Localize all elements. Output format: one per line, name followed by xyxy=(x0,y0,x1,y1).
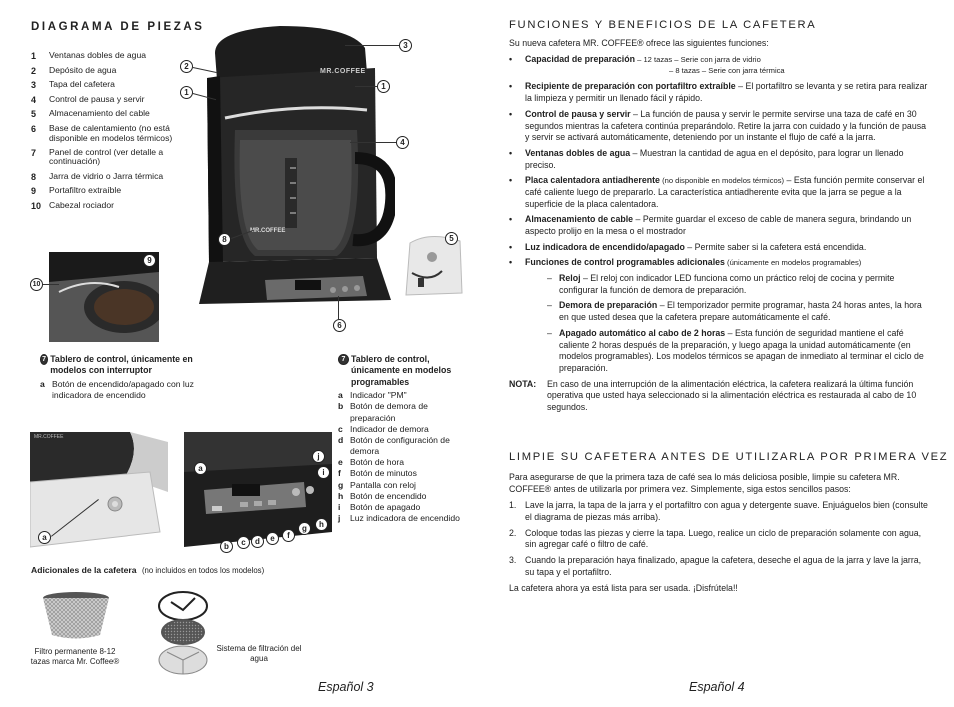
page-number-left: Español 3 xyxy=(318,680,374,694)
filter-caption: Filtro permanente 8-12 tazas marca Mr. Coffee® xyxy=(30,647,120,666)
parts-list xyxy=(31,51,201,215)
label-i: i xyxy=(317,466,330,479)
label-e: e xyxy=(266,532,279,545)
water-filtration-image xyxy=(155,588,211,678)
list-item: – Apagado automático al cabo de 2 horas – Esta función de seguridad mantiene el café caliente 2 horas después de la preparación, y luego apaga la unidad automáticamente (en modelos programables). Los modelos térmicos se apagan de inmediato al terminar el ciclo de preparación. xyxy=(547,327,924,373)
extras-heading: Adicionales de la cafetera (no incluidos en todos los modelos) xyxy=(31,565,265,575)
label-j: j xyxy=(312,450,325,463)
callout-4: 4 xyxy=(396,136,409,149)
list-item: 10 Cabezal rociador xyxy=(31,199,114,211)
cleaning-body: Para asegurarse de que la primera taza de café sea lo más deliciosa posible, limpie su cafetera MR. COFFEE® antes de utilizarla por primera vez. Simplemente, siga estos sencillos pasos: 1. Lave la jarra, la tapa de la jarra y el portafiltro con agua y detergente suave. Enjuáguelos bien (consulte el diagrama de piezas más arriba). 2. Coloque todas las piezas y cierre la tapa. Luego, realice un ciclo de preparación solamente con agua, sin agregar café o filtro de café. 3. Cuando la preparación haya finalizado, apague la cafetera, deseche el agua de la jarra y lave la jarra, su tapa y el portafiltro. La cafetera ahora ya está lista para ser usada. ¡Disfrútela!! xyxy=(509,472,928,593)
panel-prog-block: 7 Tablero de control, únicamente en modelos programables a Indicador "PM" b Botón de demora de preparación c Indicador de demora d Botón de configuración de demora e Botón de hora f Botón de minutos g Pantalla con reloj h Botón de encendido i Botón de apagado j Luz indicadora de encendido xyxy=(338,354,460,524)
list-item: 3 Tapa del cafetera xyxy=(31,79,115,91)
callout-5: 5 xyxy=(445,232,458,245)
label-g: g xyxy=(298,522,311,535)
list-item: • Control de pausa y servir – La función de pausa y servir le permite servirse una taza de café en 30 segundos mientras la cafetera continúa preparándolo. Retire la jarra con cuidado y la función de pausa y servir se activará automáticamente, deteniendo por un instante el flujo de café a la jarra. xyxy=(509,108,926,143)
label-b: b xyxy=(220,540,233,553)
brand-logo-small: MR.COFFEE xyxy=(34,434,64,440)
list-item: – Demora de preparación – El temporizador permite programar, hasta 24 horas antes, la hora en que usted desea que la cafetera prepare automáticamente el café. xyxy=(547,300,922,323)
coffee-maker-illustration xyxy=(195,18,395,318)
list-item: • Ventanas dobles de agua – Muestran la cantidad de agua en el depósito, para lograr un llenado preciso. xyxy=(509,147,904,170)
label-d: d xyxy=(251,535,264,548)
list-item: • Luz indicadora de encendido/apagado – Permite saber si la cafetera está encendida. xyxy=(509,241,867,252)
panel-switch-block: 7 Tablero de control, únicamente en modelos con interruptor a Botón de encendido/apagado con luz indicadora de encendido xyxy=(40,354,194,401)
list-item: 9 Portafiltro extraíble xyxy=(31,185,122,197)
filter-basket-photo xyxy=(49,252,159,342)
list-item: • Capacidad de preparación – 12 tazas – Serie con jarra de vidrio xyxy=(509,53,761,64)
features-heading: FUNCIONES Y BENEFICIOS DE LA CAFETERA xyxy=(509,19,817,31)
permanent-filter-image xyxy=(40,590,112,640)
callout-6: 6 xyxy=(333,319,346,332)
callout-7-prog: 7 xyxy=(338,354,349,365)
right-page xyxy=(477,0,954,707)
list-item: 2. Coloque todas las piezas y cierre la tapa. Luego, realice un ciclo de preparación solamente con agua, sin agregar café o filtro de café. xyxy=(509,527,922,550)
callout-1-right: 1 xyxy=(377,80,390,93)
list-item: • Almacenamiento de cable – Permite guardar el exceso de cable de manera segura, brindando un aspecto prolijo en la mesa o el mostrador xyxy=(509,214,912,237)
note: NOTA: En caso de una interrupción de la alimentación eléctrica, la cafetera realizará la última función operativa que usted haya seleccionado si la alimentación eléctrica es restaurada al cabo de 10 segundos. xyxy=(509,378,917,412)
callout-8: 8 xyxy=(218,233,231,246)
list-item: – Reloj – El reloj con indicador LED funciona como un práctico reloj de cocina y permite configurar la función de demora de preparación. xyxy=(547,273,895,295)
page-number-right: Español 4 xyxy=(689,680,745,694)
callout-9: 9 xyxy=(143,254,156,267)
list-item: 7 Panel de control (ver detalle a continuación) xyxy=(31,146,164,167)
prog-panel-photo xyxy=(184,432,332,552)
list-item: • Placa calentadora antiadherente (no disponible en modelos térmicos) – Esta función permite conservar el café caliente luego de prepararlo. La característica antiadherente evita que la jarra se pegue a la superficie de la placa calentadora. xyxy=(509,175,925,209)
list-item: 3. Cuando la preparación haya finalizado, apague la cafetera, deseche el agua de la jarra y lave la jarra, su tapa y el portafiltro. xyxy=(509,555,922,577)
list-item: 5 Almacenamiento del cable xyxy=(31,108,150,120)
list-item: 8 Jarra de vidrio o Jarra térmica xyxy=(31,170,164,182)
list-item: 2 Depósito de agua xyxy=(31,64,117,76)
callout-1: 1 xyxy=(180,86,193,99)
list-item: 6 Base de calentamiento (no está disponible en modelos térmicos) xyxy=(31,122,173,143)
label-a-switch: a xyxy=(38,531,51,544)
features-body: Su nueva cafetera MR. COFFEE® ofrece las siguientes funciones: • Capacidad de preparación – 12 tazas – Serie con jarra de vidrio – 8 tazas – Serie con jarra térmica • Recipiente de preparación con portafiltro extraíble – El portafiltro se levanta y se retira para realizar la limpieza y permitir un llenado fácil y rápido. • Control de pausa y servir – La función de pausa y servir le permite servirse una taza de café en 30 segundos mientras la cafetera continúa preparándolo. Retire la jarra con cuidado y la función de pausa y servir se activará automáticamente, deteniendo por un instante el flujo de café a la jarra. • Ventanas dobles de agua – Muestran la cantidad de agua en el depósito, para lograr un llenado preciso. • Placa calentadora antiadherente (no disponible en modelos térmicos) – Esta función permite conservar el café caliente luego de prepararlo. La característica antiadherente evita que la jarra se pegue a la superficie de la placa calentadora. • Almacenamiento de cable – Permite guardar el exceso de cable de manera segura, brindando un aspecto prolijo en la mesa o el mostrador • Luz indicadora de encendido/apagado – Permite saber si la cafetera está encendida. • Funciones de control programables adicionales (únicamente en modelos programables) – Reloj – El reloj con indicador LED funciona como un práctico reloj de cocina y permite configurar la función de demora de preparación. – Demora de preparación – El temporizador permite programar, hasta 24 horas antes, la hora en que usted desea que la cafetera prepare automáticamente el café. – Apagado automático al cabo de 2 horas – Esta función de seguridad mantiene el café caliente 2 horas después de la preparación, y luego apaga la unidad automáticamente (en modelos programables). Los modelos térmicos se apagan de inmediato al terminar el ciclo de preparación. NOTA: En caso de una interrupción de la alimentación eléctrica, la cafetera realizará la última función operativa que usted haya seleccionado si la alimentación eléctrica es restaurada al cabo de 10 segundos. xyxy=(509,38,928,412)
label-h: h xyxy=(315,518,328,531)
parts-diagram-title: DIAGRAMA DE PIEZAS xyxy=(31,21,205,33)
list-item: 1. Lave la jarra, la tapa de la jarra y el portafiltro con agua y detergente suave. Enjuáguelos bien (consulte el diagrama de piezas más arriba). xyxy=(509,500,928,523)
brand-logo-carafe: MR.COFFEE xyxy=(250,228,286,234)
label-f: f xyxy=(282,529,295,542)
brand-logo: MR.COFFEE xyxy=(320,68,366,75)
callout-2: 2 xyxy=(180,60,193,73)
list-item: • Funciones de control programables adicionales (únicamente en modelos programables) xyxy=(509,257,862,268)
switch-panel-photo xyxy=(30,432,168,552)
water-caption: Sistema de filtración del agua xyxy=(216,644,302,663)
list-item: 1 Ventanas dobles de agua xyxy=(31,50,147,61)
callout-3: 3 xyxy=(399,39,412,52)
list-item: • Recipiente de preparación con portafiltro extraíble – El portafiltro se levanta y se retira para realizar la limpieza y permitir un llenado fácil y rápido. xyxy=(509,81,928,104)
callout-7: 7 xyxy=(40,354,48,365)
callout-10: 10 xyxy=(30,278,43,291)
label-c: c xyxy=(237,536,250,549)
label-a-prog: a xyxy=(194,462,207,475)
list-item: 4 Control de pausa y servir xyxy=(31,93,145,105)
cleaning-heading: LIMPIE SU CAFETERA ANTES DE UTILIZARLA POR PRIMERA VEZ xyxy=(509,451,949,463)
